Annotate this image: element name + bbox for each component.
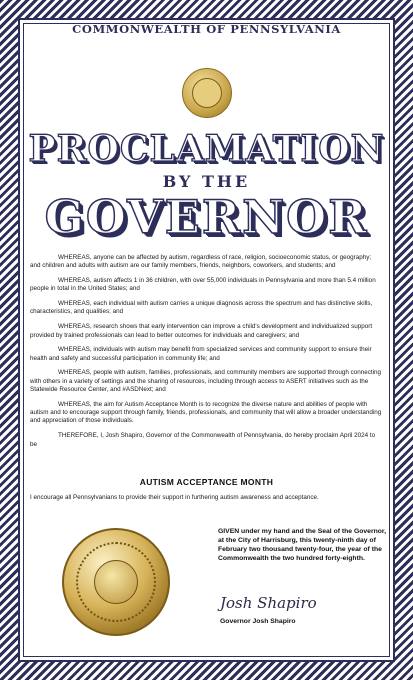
whereas-paragraph: WHEREAS, the aim for Autism Acceptance Month is to recognize the diverse nature and abilities of people with autism and to encourage support through family, friends, professionals, and community that will allow a broader understanding and appreciation of those individuals. (30, 400, 382, 425)
whereas-paragraph: WHEREAS, each individual with autism carries a unique diagnosis across the spectrum and has distinctive skills, characteristics, and qualities; and (30, 300, 373, 316)
month-title: AUTISM ACCEPTANCE MONTH (139, 477, 274, 487)
seal-inner-ring (192, 78, 222, 108)
header-commonwealth: COMMONWEALTH OF PENNSYLVANIA (72, 22, 341, 36)
therefore-paragraph: THEREFORE, I, Josh Shapiro, Governor of the Commonwealth of Pennsylvania, do hereby proclaim April 2024 to be (30, 432, 376, 448)
whereas-paragraph: WHEREAS, autism affects 1 in 36 children, with over 55,000 individuals in Pennsylvania and more than 5.4 million people in total in the United States; and (30, 277, 376, 293)
proclamation-body (30, 254, 383, 455)
title-proclamation: PROCLAMATION (28, 128, 385, 170)
title-governor: GOVERNOR (44, 190, 369, 244)
signature: Josh Shapiro (220, 594, 317, 612)
whereas-paragraph: WHEREAS, anyone can be affected by autism, regardless of race, religion, socioeconomic status, or geography; and children and adults with autism are our family members, friends, neighbors, coworkers, and students; and (30, 254, 372, 270)
whereas-paragraph: WHEREAS, people with autism, families, professionals, and community members are supported through connecting with others in a variety of settings and the sharing of resources, including through access to ASERT initiatives such as the Statewide Resource Center, and #ASDNext; and (30, 369, 382, 394)
title-by-the: BY THE (162, 172, 251, 191)
signer-name: Governor Josh Shapiro (220, 618, 296, 625)
whereas-paragraph: WHEREAS, research shows that early intervention can improve a child's development and individualized support provided by trained professionals can lead to better outcomes for individuals and caregivers; and (30, 323, 373, 339)
great-seal-icon (62, 528, 170, 636)
seal-core (94, 560, 138, 604)
given-statement: GIVEN under my hand and the Seal of the Governor, at the City of Harrisburg, this twenty-ninth day of February two thousand twenty-four, the year of the Commonwealth the two hundred forty-eighth. (218, 528, 387, 562)
encourage-statement: I encourage all Pennsylvanians to provide their support in furthering autism awareness and acceptance. (30, 494, 319, 501)
whereas-paragraph: WHEREAS, individuals with autism may benefit from specialized services and community support to ensure their health and safety and successful participation in community life; and (30, 346, 372, 362)
governor-seal-icon (182, 68, 232, 118)
